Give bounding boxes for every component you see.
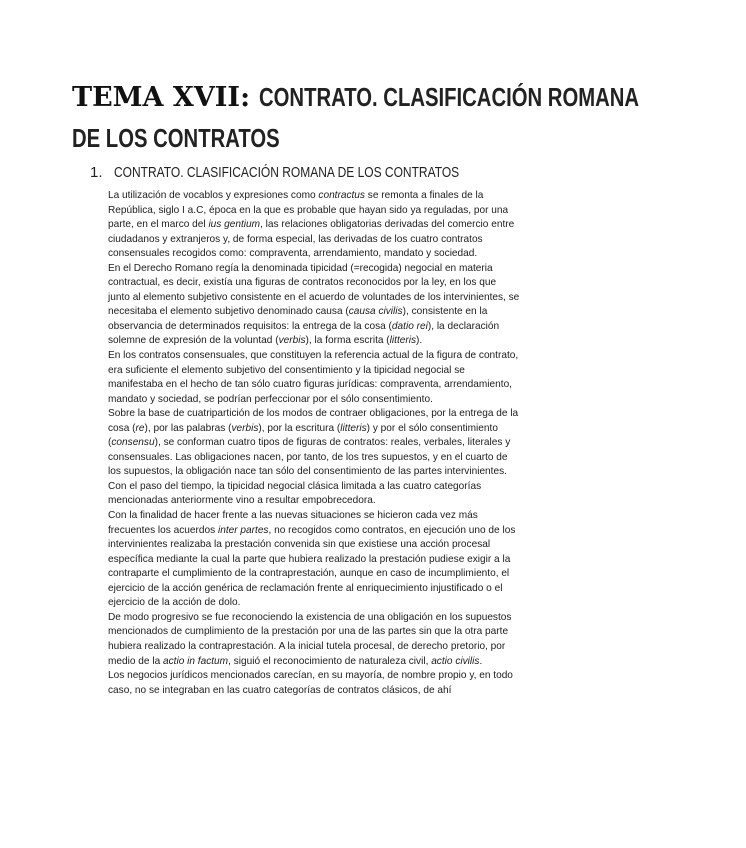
text-run: ). bbox=[416, 335, 423, 347]
paragraph bbox=[108, 611, 520, 669]
text-run: En el Derecho Romano regía la denominada tipicidad (=recogida) negocial en materia contractual, es decir, existía una figuras de contratos reconocidos por la ley, en los que junto al elemento subjetivo consistente en el acuerdo de voluntades de los intervinientes, se necesitaba el elemento subjetivo denominado causa ( bbox=[108, 262, 520, 318]
italic-term: actio civilis bbox=[431, 655, 480, 667]
text-run: ), consistente en la observancia de determinados requisitos: la entrega de la cosa ( bbox=[108, 306, 488, 332]
text-run: Los negocios jurídicos mencionados carecían, en su mayoría, de nombre propio y, en todo caso, no se integraban en las cuatro categorías de contratos clásicos, de ahí bbox=[108, 670, 513, 696]
text-run: , las relaciones obligatorias derivadas del comercio entre ciudadanos y extranjeros y, de forma especial, las derivadas de los cuatro contratos consensuales recogidos como: compraventa, arrendamiento, mandato y sociedad. bbox=[108, 219, 515, 260]
text-run: Sobre la base de cuatripartición de los modos de contraer obligaciones, por la entrega de la cosa ( bbox=[108, 408, 519, 434]
text-run: En los contratos consensuales, que constituyen la referencia actual de la figura de contrato, era suficiente el elemento subjetivo del consentimiento y la tipicidad negocial se manifestaba en el hecho de tan sólo cuatro figuras jurídicas: compraventa, arrendamiento, mandato y sociedad, se podrían perfeccionar por el sólo consentimiento. bbox=[108, 350, 519, 405]
title-bold: TEMA XVII: bbox=[72, 82, 251, 113]
paragraph bbox=[108, 509, 520, 611]
italic-term: datio rei bbox=[391, 320, 428, 332]
text-run: De modo progresivo se fue reconociendo la existencia de una obligación en los supuestos mencionados de cumplimiento de la prestación por una de las partes sin que la otra parte hubiera realizado la contraprestación. A la inicial tutela procesal, de derecho pretorio, por medio de la bbox=[108, 611, 512, 667]
title-line-2 bbox=[72, 117, 542, 157]
italic-term: verbis bbox=[278, 335, 306, 347]
italic-term: causa civilis bbox=[348, 306, 403, 318]
italic-term: re bbox=[135, 422, 145, 434]
text-run: Con la finalidad de hacer frente a las nuevas situaciones se hicieron cada vez más frecuentes los acuerdos bbox=[108, 510, 478, 536]
italic-term: consensu bbox=[111, 437, 155, 449]
text-run: ), se conforman cuatro tipos de figuras de contratos: reales, verbales, literales y consensuales. Las obligaciones nacen, por tanto, de los tres supuestos, y en el cuarto de los supuestos, la obligación nace tan sólo del consentimiento de las partes intervinientes. bbox=[108, 437, 511, 478]
text-run: ), la forma escrita ( bbox=[305, 335, 390, 347]
section-body bbox=[108, 189, 520, 698]
text-run: ), la declaración solemne de expresión de la voluntad ( bbox=[108, 320, 500, 347]
title-light-line-1: CONTRATO. CLASIFICACIÓN ROMANA bbox=[258, 82, 639, 112]
title-line-1 bbox=[72, 76, 639, 117]
text-run: Con el paso del tiempo, la tipicidad negocial clásica limitada a las cuatro categorías mencionadas anteriormente vino a resultar empobrecedora. bbox=[108, 480, 482, 507]
italic-term: contractus bbox=[318, 190, 365, 201]
paragraph bbox=[108, 262, 520, 349]
text-run: . bbox=[479, 655, 483, 667]
text-run: ) y por el sólo consentimiento ( bbox=[108, 422, 498, 449]
text-run: se remonta a finales de la República, siglo I a.C, época en la que es probable que hayan sido ya reguladas, por una parte, en el marco del bbox=[108, 190, 509, 231]
section-heading bbox=[90, 164, 510, 181]
paragraph bbox=[108, 669, 520, 698]
italic-term: litteris bbox=[340, 422, 367, 434]
title-light-line-2: DE LOS CONTRATOS bbox=[72, 123, 280, 153]
section-heading-text: CONTRATO. CLASIFICACIÓN ROMANA DE LOS CONTRATOS bbox=[114, 164, 460, 181]
text-run: ), por la escritura ( bbox=[258, 422, 341, 434]
text-run: ), por las palabras ( bbox=[144, 422, 232, 434]
paragraph bbox=[108, 480, 520, 509]
text-run: , no recogidos como contratos, en ejecución uno de los intervinientes realizaba la prestación convenida sin que existiese una acción procesal específica mediante la cual la parte que hubiera realizado la prestación pudiese exigir a la contraparte el cumplimiento de la contraprestación, aunque en caso de incumplimiento, el ejercicio de la acción genérica de reclamación frente al enriquecimiento injustificado o el ejercicio de la acción de dolo. bbox=[108, 524, 516, 609]
paragraph bbox=[108, 407, 520, 480]
section-number: 1. bbox=[90, 164, 103, 181]
italic-term: actio in factum bbox=[163, 655, 229, 667]
page-title bbox=[72, 76, 639, 157]
italic-term: verbis bbox=[231, 422, 259, 434]
text-run: , siguió el reconocimiento de naturaleza civil, bbox=[228, 655, 432, 667]
italic-term: inter partes bbox=[217, 524, 269, 536]
italic-term: litteris bbox=[389, 335, 417, 347]
paragraph bbox=[108, 349, 520, 407]
italic-term: ius gentium bbox=[208, 219, 261, 231]
paragraph bbox=[108, 189, 520, 262]
text-run: La utilización de vocablos y expresiones como bbox=[108, 190, 319, 201]
